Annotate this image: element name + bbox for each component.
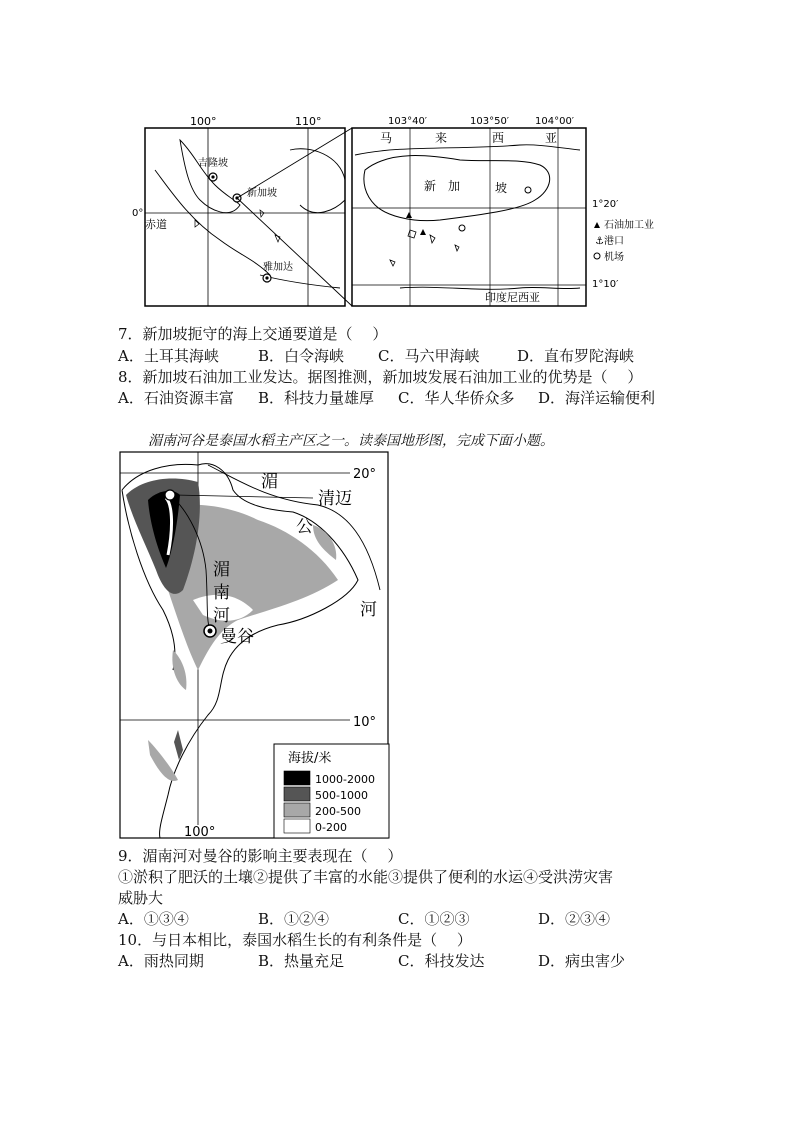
q9-option-c: C．①②③	[398, 910, 470, 928]
legend-port: 港口	[604, 236, 624, 247]
river-char-3: 河	[213, 606, 230, 626]
singapore-label: 新加坡	[247, 188, 277, 199]
singapore-char-2: 加	[448, 179, 461, 193]
lon-label-110: 110°	[295, 115, 322, 128]
inset-lon-1: 103°40′	[388, 116, 428, 127]
malaysia-char-2: 来	[435, 131, 448, 145]
section-intro: 湄南河谷是泰国水稻主产区之一。读泰国地形图，完成下面小题。	[148, 433, 554, 449]
question-7-stem: 7．新加坡扼守的海上交通要道是（ ）	[118, 325, 388, 343]
q10-option-b: B．热量充足	[258, 952, 345, 970]
legend-oil-refinery: 石油加工业	[604, 220, 654, 231]
q8-option-a: A．石油资源丰富	[118, 389, 234, 407]
q9-option-a: A．①③④	[118, 910, 189, 928]
singapore-char-1: 新	[424, 179, 437, 193]
singapore-inset-frame	[352, 128, 586, 306]
q9-option-b: B．①②④	[258, 910, 330, 928]
legend-item-2: 500-1000	[315, 789, 368, 802]
indonesia-label: 印度尼西亚	[485, 291, 540, 304]
legend-item-3: 200-500	[315, 805, 361, 818]
mekong-char-3: 河	[360, 600, 377, 620]
q10-option-c: C．科技发达	[398, 952, 485, 970]
svg-text:⚓: ⚓	[595, 236, 604, 247]
q7-option-b: B．白令海峡	[258, 347, 345, 365]
lon-label-100: 100°	[190, 115, 217, 128]
thailand-topographic-map	[118, 450, 393, 842]
inset-lat-1: 1°20′	[592, 199, 619, 210]
bangkok-label: 曼谷	[220, 627, 254, 647]
q10-option-d: D．病虫害少	[538, 952, 626, 970]
legend-item-1: 1000-2000	[315, 773, 375, 786]
elevation-legend	[274, 744, 389, 838]
sumatra-coast	[155, 170, 270, 275]
question-9-stem: 9．湄南河对曼谷的影响主要表现在（ ）	[118, 847, 403, 865]
q10-option-a: A．雨热同期	[118, 952, 204, 970]
river-char-1: 湄	[213, 560, 230, 580]
q7-option-d: D．直布罗陀海峡	[517, 347, 635, 365]
question-8-stem: 8．新加坡石油加工业发达。据图推测，新加坡发展石油加工业的优势是（ ）	[118, 368, 643, 386]
chiang-mai-label: 清迈	[318, 489, 352, 509]
malaysia-char-1: 马	[380, 131, 393, 145]
legend-item-4: 0-200	[315, 821, 347, 834]
lon-100-label: 100°	[184, 825, 216, 840]
legend-title: 海拔/米	[288, 751, 332, 766]
inset-lon-3: 104°00′	[535, 116, 575, 127]
singapore-location-map	[132, 110, 680, 315]
kuala-lumpur-label: 吉隆坡	[198, 158, 228, 169]
q8-option-b: B．科技力量雄厚	[258, 389, 375, 407]
question-9-line2: ①淤积了肥沃的土壤②提供了丰富的水能③提供了便利的水运④受洪涝灾害	[118, 868, 614, 886]
equator-label: 赤道	[145, 218, 167, 231]
malaysia-char-3: 西	[492, 131, 505, 145]
q8-option-d: D．海洋运输便利	[538, 389, 656, 407]
question-9-line3: 威胁大	[118, 889, 164, 907]
inset-lon-2: 103°50′	[470, 116, 510, 127]
equator-lat-label: 0°	[132, 208, 144, 219]
river-char-2: 南	[213, 583, 230, 603]
q9-option-d: D．②③④	[538, 910, 611, 928]
legend-airport: 机场	[604, 252, 624, 263]
singapore-char-3: 坡	[495, 181, 508, 195]
q8-option-c: C．华人华侨众多	[398, 389, 515, 407]
mekong-char-1: 湄	[261, 472, 278, 492]
inset-lat-2: 1°10′	[592, 279, 619, 290]
lat-10-label: 10°	[353, 715, 377, 730]
borneo-coast	[290, 149, 345, 213]
q7-option-c: C．马六甲海峡	[378, 347, 480, 365]
mekong-char-2: 公	[296, 517, 313, 537]
lat-20-label: 20°	[353, 467, 377, 482]
q7-option-a: A．土耳其海峡	[118, 347, 219, 365]
jakarta-label: 雅加达	[263, 262, 293, 273]
question-10-stem: 10．与日本相比，泰国水稻生长的有利条件是（ ）	[118, 931, 472, 949]
chiang-mai-marker	[165, 490, 175, 500]
malaysia-char-4: 亚	[545, 131, 558, 145]
java-coast	[260, 275, 340, 288]
